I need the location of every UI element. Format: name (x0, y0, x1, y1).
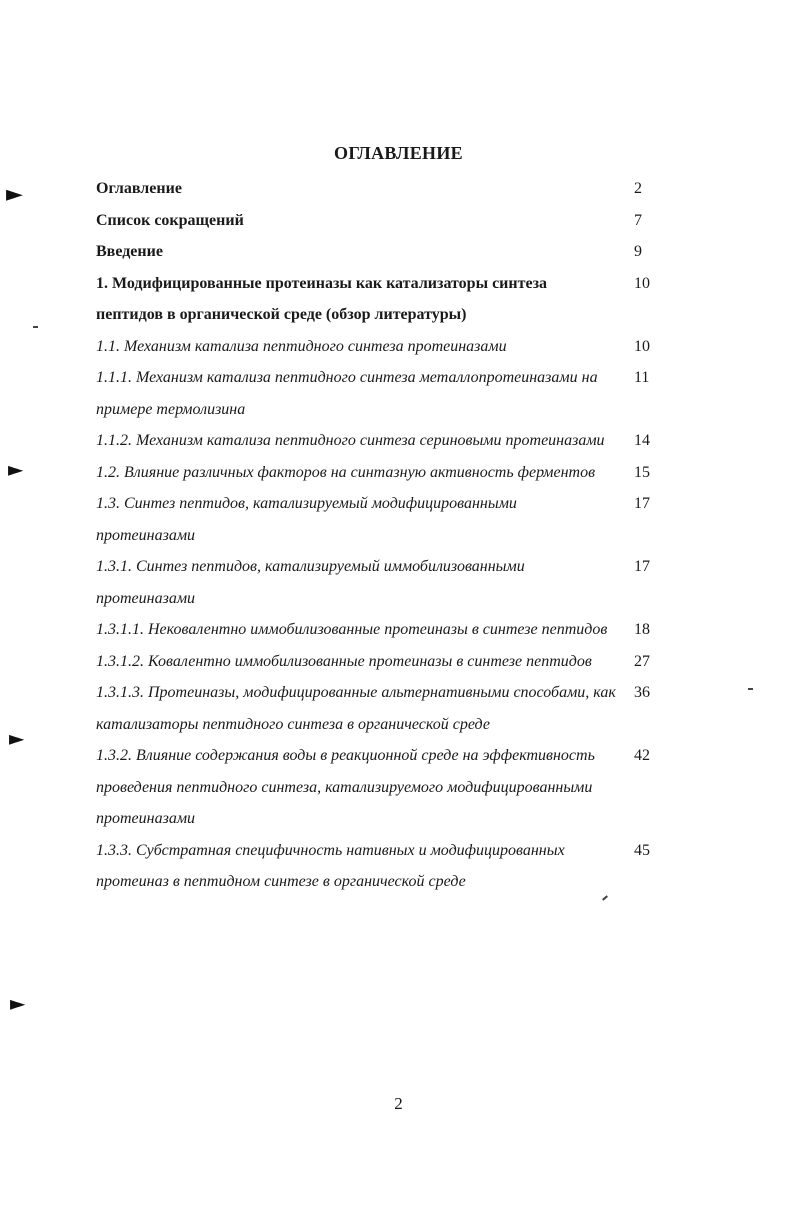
toc-entry (96, 835, 666, 898)
scan-artifact-icon: ► (10, 991, 26, 1015)
toc-entry-text: 1.3.3. Субстратная специфичность нативных и модифицированных протеиназ в пептидном синтезе в органической среде (96, 841, 565, 890)
toc-entry-text: Оглавление (96, 180, 182, 197)
toc-entry (96, 173, 666, 205)
page-number: 2 (394, 1094, 403, 1113)
toc-entry (96, 488, 666, 551)
toc-entry-page: 9 (634, 243, 642, 260)
toc-entry (96, 614, 666, 646)
scan-artifact-icon: ► (6, 182, 23, 207)
toc-entry (96, 205, 666, 237)
toc-entry-text: 1.1.1. Механизм катализа пептидного синтеза металлопротеиназами на примере термолизина (96, 369, 598, 418)
toc-entry-text: 1.3.1.2. Ковалентно иммобилизованные протеиназы в синтезе пептидов (96, 652, 592, 670)
toc-entry-page: 36 (634, 684, 650, 701)
toc-entry-page: 15 (634, 463, 650, 481)
table-of-contents (96, 173, 666, 898)
toc-entry-page: 7 (634, 211, 642, 229)
toc-entry-page: 10 (634, 337, 650, 355)
toc-entry (96, 677, 666, 740)
toc-entry (96, 457, 666, 489)
toc-entry-text: 1.1. Механизм катализа пептидного синтеза протеиназами (96, 337, 507, 355)
toc-entry (96, 362, 666, 425)
toc-entry (96, 646, 666, 678)
toc-entry (96, 551, 666, 614)
toc-entry-text: 1.2. Влияние различных факторов на синтазную активность ферментов (96, 463, 596, 481)
scan-speck (748, 688, 753, 690)
toc-entry-page: 2 (634, 180, 642, 197)
toc-entry-text: 1.1.2. Механизм катализа пептидного синтеза сериновыми протеиназами (96, 432, 605, 449)
toc-entry-page: 11 (634, 369, 650, 386)
toc-entry-text: 1.3. Синтез пептидов, катализируемый модифицированными протеиназами (96, 495, 517, 544)
toc-entry-page: 27 (634, 652, 650, 670)
toc-entry-text: Список сокращений (96, 211, 244, 229)
toc-entry-text: Введение (96, 243, 163, 260)
scan-artifact-icon: ► (9, 726, 25, 750)
toc-entry-page: 45 (634, 841, 650, 859)
toc-entry-text: 1.3.2. Влияние содержания воды в реакционной среде на эффективность проведения пептидного синтеза, катализируемого модифицированными протеиназами (96, 747, 595, 827)
toc-entry-text: 1.3.1. Синтез пептидов, катализируемый иммобилизованными протеиназами (96, 558, 525, 607)
toc-entry (96, 331, 666, 363)
scan-artifact-icon: ► (8, 457, 24, 481)
toc-entry-page: 18 (634, 621, 650, 638)
scan-speck (33, 326, 38, 328)
toc-entry-page: 14 (634, 432, 650, 449)
toc-entry-text: 1. Модифицированные протеиназы как катализаторы синтеза пептидов в органической среде (обзор литературы) (96, 274, 547, 323)
toc-entry (96, 268, 666, 331)
toc-entry (96, 425, 666, 457)
toc-entry-page: 10 (634, 274, 650, 292)
toc-entry-text: 1.3.1.1. Нековалентно иммобилизованные протеиназы в синтезе пептидов (96, 621, 608, 638)
toc-entry (96, 236, 666, 268)
toc-entry-page: 17 (634, 558, 650, 575)
toc-title: ОГЛАВЛЕНИЕ (334, 143, 463, 163)
toc-entry-page: 17 (634, 495, 650, 512)
toc-entry-text: 1.3.1.3. Протеиназы, модифицированные альтернативными способами, как катализаторы пептидного синтеза в органической среде (96, 684, 616, 733)
toc-entry (96, 740, 666, 835)
toc-entry-page: 42 (634, 747, 650, 764)
